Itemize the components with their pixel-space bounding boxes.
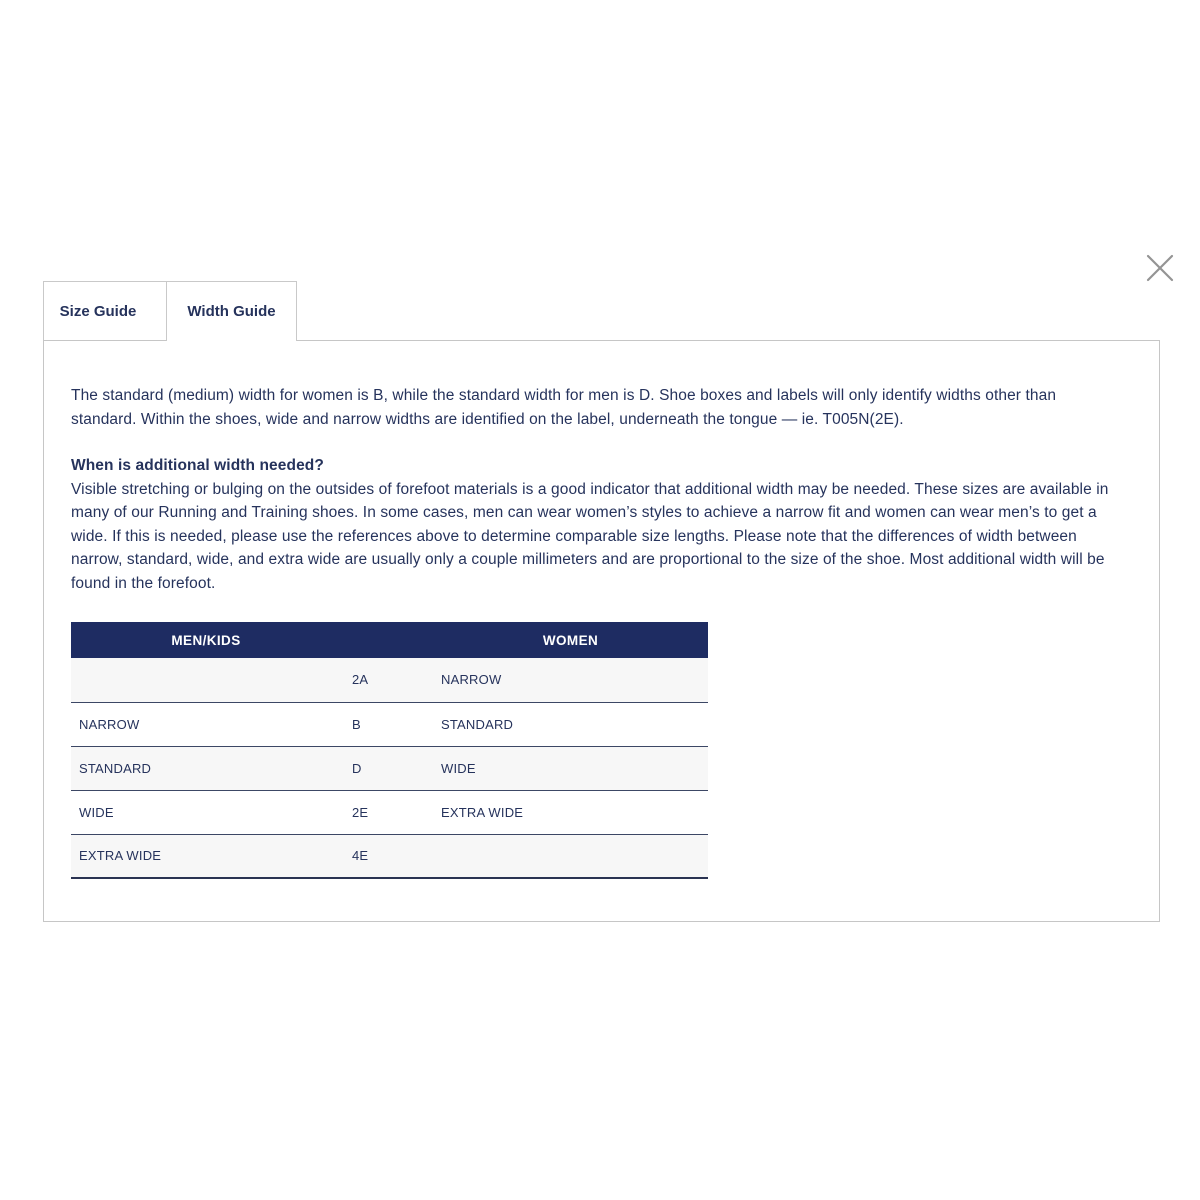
- section-paragraph: Visible stretching or bulging on the outsides of forefoot materials is a good indicator that additional width may be needed. These sizes are available in many of our Running and Training shoes. In some cases, men can wear women’s styles to achieve a narrow fit and women can wear men’s to get a wide. If this is needed, please use the references above to determine comparable size lengths. Please note that the differences of width between narrow, standard, wide, and extra wide are usually only a couple millimeters and are proportional to the size of the shoe. Most additional width will be found in the forefoot.: [71, 480, 1109, 592]
- tab-width-guide-label: Width Guide: [187, 303, 276, 320]
- cell-width-code: 4E: [341, 834, 433, 878]
- cell-women-label: WIDE: [433, 746, 708, 790]
- width-comparison-table: [71, 622, 708, 879]
- cell-women-label: EXTRA WIDE: [433, 790, 708, 834]
- table-header-row: [71, 622, 708, 658]
- table-row: [71, 702, 708, 746]
- cell-men-label: EXTRA WIDE: [71, 834, 341, 878]
- cell-width-code: 2E: [341, 790, 433, 834]
- guide-tabs: [43, 281, 297, 341]
- cell-women-label: STANDARD: [433, 702, 708, 746]
- close-button[interactable]: [1143, 251, 1177, 285]
- table-row: [71, 746, 708, 790]
- table-header-women: WOMEN: [433, 622, 708, 658]
- close-icon: [1143, 251, 1177, 285]
- cell-width-code: 2A: [341, 658, 433, 702]
- cell-men-label: WIDE: [71, 790, 341, 834]
- width-guide-content: [44, 341, 1159, 879]
- tab-size-guide[interactable]: [43, 281, 166, 340]
- tab-width-guide[interactable]: [166, 281, 297, 341]
- width-guide-panel: [43, 340, 1160, 922]
- cell-men-label: NARROW: [71, 702, 341, 746]
- table-header-men-kids: MEN/KIDS: [71, 622, 341, 658]
- section-heading: When is additional width needed?: [71, 457, 324, 474]
- table-row: [71, 658, 708, 702]
- cell-width-code: D: [341, 746, 433, 790]
- cell-men-label: [71, 658, 341, 702]
- table-header-spacer: [341, 622, 433, 658]
- cell-width-code: B: [341, 702, 433, 746]
- intro-paragraph: The standard (medium) width for women is B, while the standard width for men is D. Shoe boxes and labels will only identify widths other than standard. Within the shoes, wide and narrow widths are identified on the label, underneath the tongue — ie. T005N(2E).: [71, 387, 1057, 428]
- cell-women-label: NARROW: [433, 658, 708, 702]
- cell-women-label: [433, 834, 708, 878]
- table-row: [71, 790, 708, 834]
- tab-size-guide-label: Size Guide: [59, 302, 137, 320]
- cell-men-label: STANDARD: [71, 746, 341, 790]
- table-row: [71, 834, 708, 878]
